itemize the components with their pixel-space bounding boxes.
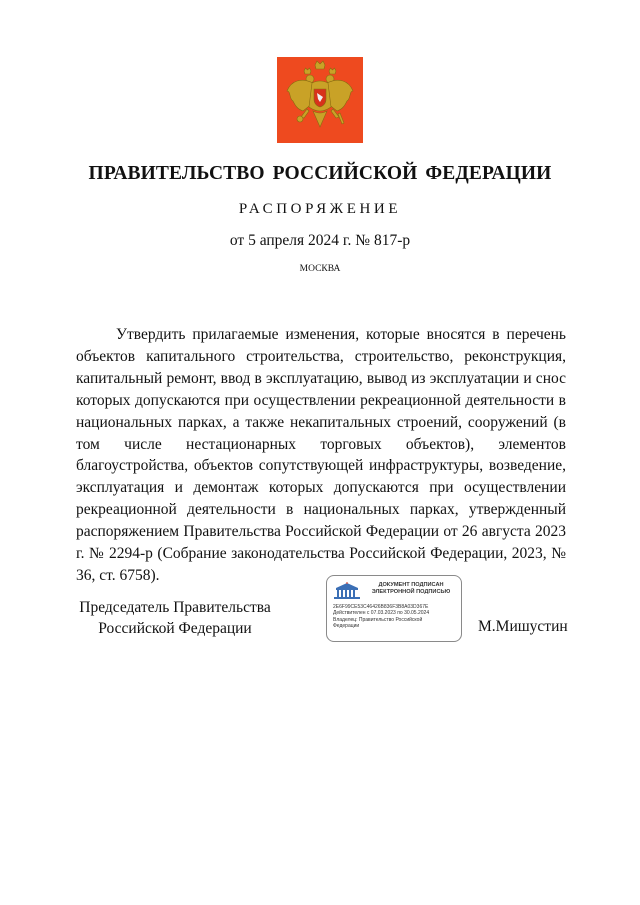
document-type: РАСПОРЯЖЕНИЕ	[238, 201, 402, 217]
stamp-owner-line-1: Владелец: Правительство Российской	[333, 616, 423, 623]
stamp-owner-line-2: Федерации	[333, 623, 360, 630]
stamp-heading-line-2: ЭЛЕКТРОННОЙ ПОДПИСЬЮ	[371, 589, 451, 595]
organization-title: ПРАВИТЕЛЬСТВО РОССИЙСКОЙ ФЕДЕРАЦИИ	[88, 163, 552, 184]
coat-of-arms-emblem	[277, 57, 363, 143]
stamp-validity: Действителен с 07.03.2023 по 30.05.2024	[333, 610, 430, 617]
signer-name: М.Мишустин	[478, 618, 568, 635]
document-date-number: от 5 апреля 2024 г. № 817-р	[229, 232, 411, 249]
signer-position-line-1: Председатель Правительства	[79, 599, 271, 616]
electronic-signature-stamp	[326, 575, 462, 642]
signer-position	[70, 597, 280, 639]
stamp-heading-line-1: ДОКУМЕНТ ПОДПИСАН	[378, 582, 444, 588]
government-building-icon	[333, 582, 361, 600]
stamp-certificate: 2E6F99CE53C46426B836F3B8A03D367E	[333, 604, 429, 610]
signer-position-line-2: Российской Федерации	[98, 620, 252, 637]
coat-of-arms-icon	[277, 57, 363, 143]
order-paragraph: Утвердить прилагаемые изменения, которые вносятся в перечень объектов капитального строительства, строительство, реконструкция, капитальный ремонт, ввод в эксплуатацию, вывод из эксплуатации и снос которых допускаются при осуществлении рекреационной деятельности в национальных парках, а также некапитальных строений, сооружений (в том числе нестационарных торговых объектов), элементов благоустройства, объектов сопутствующей инфраструктуры, возведение, эксплуатация и демонтаж которых допускаются при осуществлении рекреационной деятельности в национальных парках, утвержденный распоряжением Правительства Российской Федерации от 26 августа 2023 г. № 2294-р (Собрание законодательства Российской Федерации, 2023, № 36, ст. 6758).	[76, 326, 566, 584]
document-city: МОСКВА	[299, 264, 341, 274]
stamp-details	[333, 604, 459, 630]
stamp-heading	[365, 582, 457, 596]
